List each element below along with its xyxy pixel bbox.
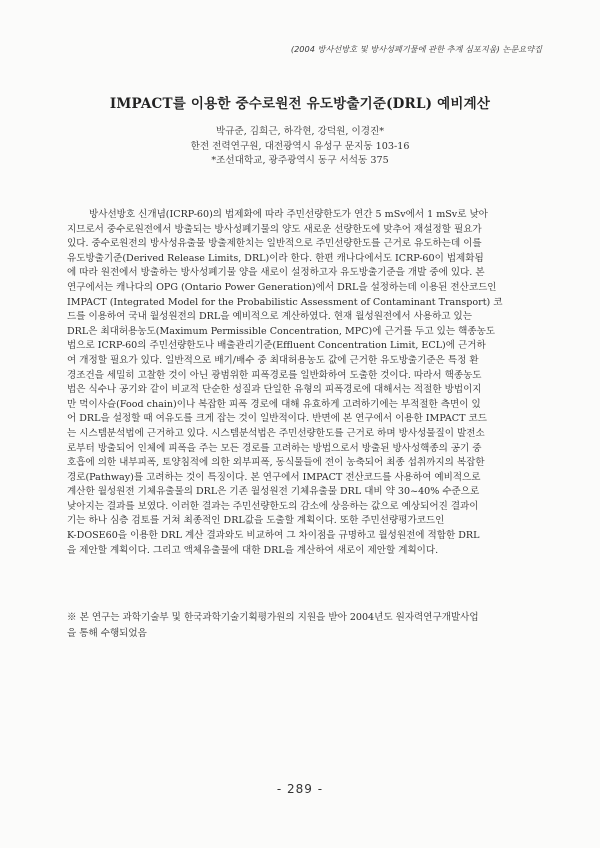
abstract-line: 있다. 중수로원전의 방사성유출물 방출제한치는 일반적으로 주민선량한도를 근거로 유도하는데 이를 (67, 238, 482, 250)
abstract-line: K-DOSE60을 이용한 DRL 계산 결과와도 비교하여 그 차이점을 규명하고 월성원전에 적합한 DRL (67, 530, 480, 542)
footnote-line: 을 통해 수행되었음 (67, 628, 147, 639)
abstract-line: 경로(Pathway)를 고려하는 것이 특징이다. 본 연구에서 IMPACT 전산코드를 사용하여 예비적으로 (67, 471, 481, 483)
abstract-line: 연구에서는 캐나다의 OPG (Ontario Power Generation)에서 DRL을 설정하는데 이용된 전산코드인 (67, 281, 497, 293)
abstract-line: 법으로 ICRP-60의 주민선량한도나 배출관리기준(Effluent Concentration Limit, ECL)에 근거하 (67, 340, 486, 352)
running-header: (2004 방사선방호 및 방사성폐기물에 관한 추계 심포지움) 논문요약집 (290, 44, 542, 54)
abstract-line: IMPACT (Integrated Model for the Probabilistic Assessment of Contaminant Transport) 코 (67, 296, 503, 308)
abstract-line: 호흡에 의한 내부피폭, 토양침적에 의한 외부피폭, 동식물들에 전이 농축되어 최종 섭취까지의 복잡한 (67, 457, 485, 469)
funding-footnote (67, 610, 537, 642)
abstract-line: 법은 식수나 공기와 같이 비교적 단순한 성질과 단일한 유형의 피폭경로에 대해서는 적절한 방법이지 (67, 384, 482, 396)
abstract-body (67, 208, 537, 558)
abstract-line: 드를 이용하여 국내 월성원전의 DRL을 예비적으로 계산하였다. 현재 월성원전에서 사용하고 있는 (67, 311, 473, 323)
paper-title: IMPACT를 이용한 중수로원전 유도방출기준(DRL) 예비계산 (109, 96, 491, 112)
affiliation-secondary: *조선대학교, 광주광역시 동구 서석동 375 (211, 155, 389, 166)
affiliation-primary: 한전 전력연구원, 대전광역시 유성구 문지동 103-16 (190, 140, 410, 152)
abstract-line: 는 시스템분석법에 근거하고 있다. 시스템분석법은 주민선량한도를 근거로 하며 방사성물질이 발전소 (67, 427, 485, 439)
abstract-line: 기는 하나 심층 검토를 거쳐 최종적인 DRL값을 도출할 계획이다. 또한 주민선량평가코드인 (67, 515, 445, 527)
abstract-line: 경조건을 세밀히 고찰한 것이 아닌 광범위한 피폭경로를 일반화하여 도출한 것이다. 따라서 핵종농도 (67, 369, 482, 381)
abstract-line: DRL은 최대허용농도(Maximum Permissible Concentration, MPC)에 근거를 두고 있는 핵종농도 (67, 325, 496, 337)
abstract-line: 지므로서 중수로원전에서 방출되는 방사성폐기물의 양도 새로운 선량한도에 맞추어 재설정할 필요가 (67, 223, 482, 235)
abstract-line: 로부터 방출되어 인체에 피폭을 주는 모든 경로를 고려하는 방법으로서 방출된 방사성핵종의 공기 중 (67, 442, 482, 454)
abstract-line: 만 먹이사슬(Food chain)이나 복잡한 피폭 경로에 대해 유효하게 고려하기에는 부적절한 측면이 있 (67, 398, 481, 410)
author-names: 박규준, 김희근, 하각현, 강덕원, 이경진* (215, 126, 385, 137)
abstract-line: 방사선방호 신개념(ICRP-60)의 법제화에 따라 주민선량한도가 연간 5 mSv에서 1 mSv로 낮아 (89, 209, 488, 220)
abstract-line: 유도방출기준(Derived Release Limits, DRL)이라 한다. 한편 캐나다에서도 ICRP-60이 법제화됨 (67, 252, 484, 264)
abstract-line: 어 DRL을 설정할 때 여유도를 크게 잡는 것이 일반적이다. 반면에 본 연구에서 이용한 IMPACT 코드 (67, 413, 487, 425)
abstract-line: 여 개정할 필요가 있다. 일반적으로 배기/배수 중 최대허용농도 값에 근거한 유도방출기준은 특정 환 (67, 354, 479, 366)
abstract-line: 을 제안할 계획이다. 그리고 액체유출물에 대한 DRL을 계산하여 새로이 제안할 계획이다. (67, 544, 439, 556)
abstract-line: 에 따라 원전에서 방출하는 방사성폐기물 양을 새로이 설정하고자 유도방출기준을 개발 중에 있다. 본 (67, 267, 485, 279)
page-number: - 289 - (276, 782, 324, 796)
abstract-line: 낮아지는 결과를 보였다. 이러한 결과는 주민선량한도의 감소에 상응하는 값으로 예상되어진 결과이 (67, 500, 479, 512)
footnote-line: ※ 본 연구는 과학기술부 및 한국과학기술기획평가원의 지원을 받아 2004년도 원자력연구개발사업 (67, 612, 479, 623)
author-block (0, 125, 600, 169)
abstract-line: 계산한 월성원전 기체유출물의 DRL은 기존 월성원전 기체유출물 DRL 대비 약 30~40% 수준으로 (67, 486, 480, 498)
